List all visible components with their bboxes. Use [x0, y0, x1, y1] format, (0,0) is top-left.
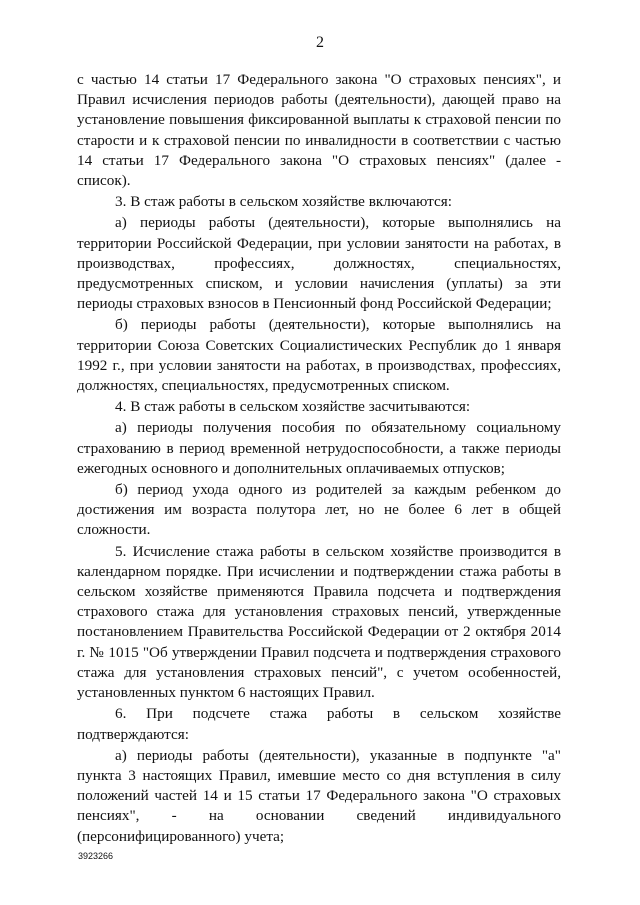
paragraph-4: 4. В стаж работы в сельском хозяйстве засчитываются:	[115, 398, 471, 416]
paragraph-3b: б) периоды работы (деятельности), которые выполнялись на территории Союза Советских Социалистических Республик до 1 января 1992 г., при условии занятости на работах, в производствах, профессиях, должностях, специальностях, предусмотренных списком.	[77, 316, 561, 395]
page-number: 2	[316, 34, 324, 51]
paragraph-4a: а) периоды получения пособия по обязательному социальному страхованию в период временной нетрудоспособности, а также периоды ежегодных основного и дополнительных оплачиваемых отпусков;	[77, 419, 561, 477]
paragraph-6: 6. При подсчете стажа работы в сельском хозяйстве подтверждаются:	[77, 705, 561, 743]
paragraph-3a: а) периоды работы (деятельности), которые выполнялись на территории Российской Федерации, при условии занятости на работах, в производствах, профессиях, должностях, специальностях, предусмотренных списком, и условии начисления (уплаты) за эти периоды страховых взносов в Пенсионный фонд Российской Федерации;	[77, 214, 561, 313]
paragraph-3: 3. В стаж работы в сельском хозяйстве включаются:	[115, 193, 452, 211]
paragraph-4b: б) период ухода одного из родителей за каждым ребенком до достижения им возраста полутора лет, но не более 6 лет в общей сложности.	[77, 481, 561, 539]
document-code: 3923266	[78, 851, 114, 861]
paragraph-5: 5. Исчисление стажа работы в сельском хозяйстве производится в календарном порядке. При исчислении и подтверждении стажа работы в сельском хозяйстве применяются Правила подсчета и подтверждения страхового стажа для установления страховых пенсий, утвержденные постановлением Правительства Российской Федерации от 2 октября 2014 г. № 1015 "Об утверждении Правил подсчета и подтверждения страхового стажа для установления страховых пенсий", с учетом особенностей, установленных пунктом 6 настоящих Правил.	[77, 542, 561, 702]
paragraph-6a: а) периоды работы (деятельности), указанные в подпункте "а" пункта 3 настоящих Правил, имевшие место со дня вступления в силу положений частей 14 и 15 статьи 17 Федерального закона "О страховых пенсиях", - на основании сведений индивидуального (персонифицированного) учета;	[77, 746, 561, 845]
paragraph-intro: с частью 14 статьи 17 Федерального закона "О страховых пенсиях", и Правил исчисления периодов работы (деятельности), дающей право на установление повышения фиксированной выплаты к страховой пенсии по старости и к страховой пенсии по инвалидности в соответствии с частью 14 статьи 17 Федерального закона "О страховых пенсиях" (далее - список).	[77, 71, 561, 190]
document-body	[77, 70, 561, 848]
